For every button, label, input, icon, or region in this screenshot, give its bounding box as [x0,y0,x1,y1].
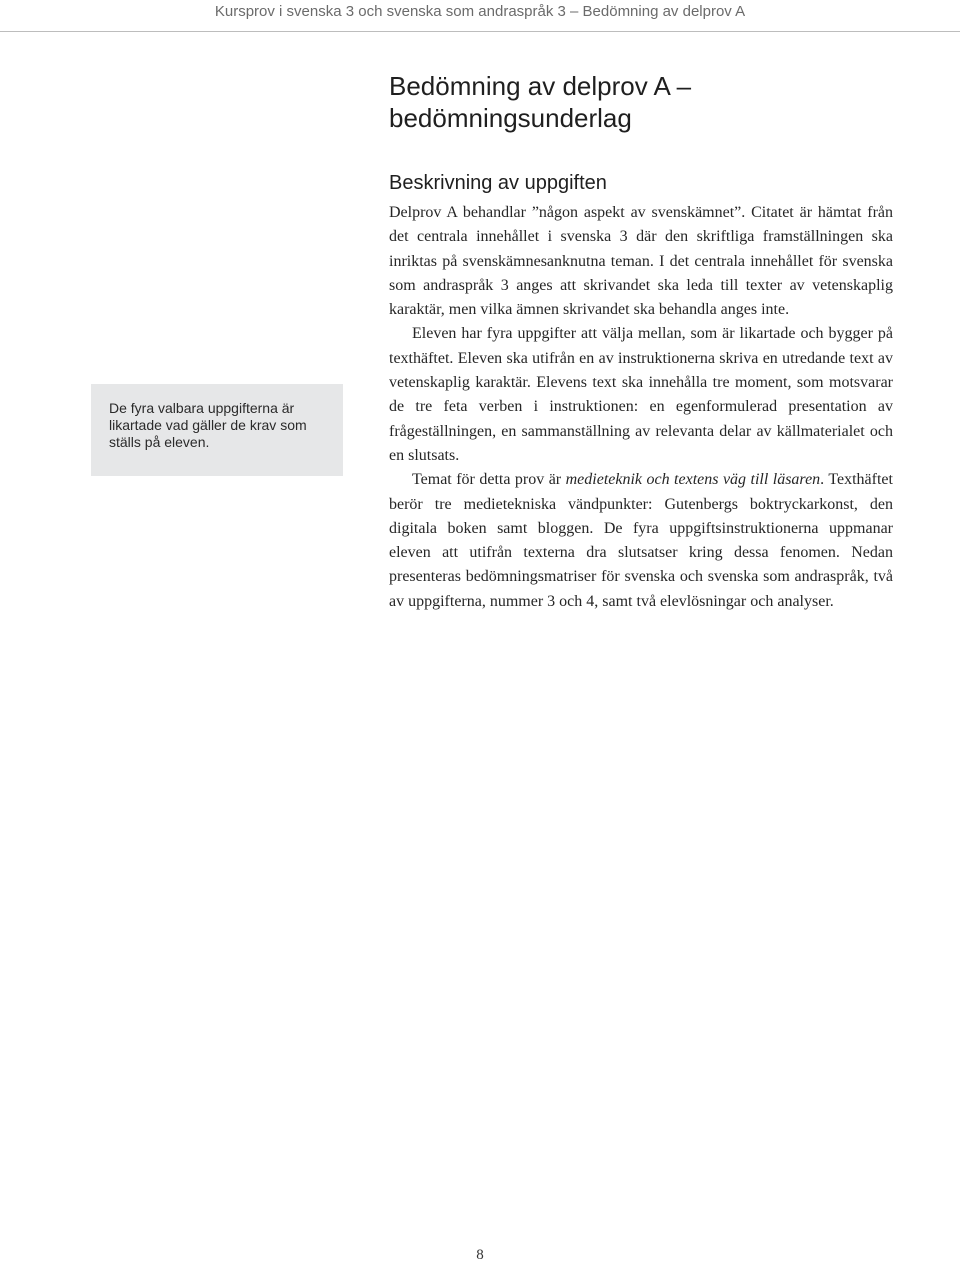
running-header-title: Kursprov i svenska 3 och svenska som andraspråk 3 – Bedömning av delprov A [214,3,746,20]
sidebar-note-box [91,384,343,476]
page-title-line-1: Bedömning av delprov A – [389,71,692,101]
page-title-line-2: bedömningsunderlag [389,103,632,133]
paragraph-3-rest: . Texthäftet berör tre medietekniska vändpunkter: Gutenbergs boktryckarkonst, den digitala boken samt bloggen. De fyra uppgiftsinstruktionerna uppmanar eleven att utifrån texterna dra slutsatser kring dessa fenomen. Nedan presenteras bedömningsmatriser för svenska och svenska som andraspråk, två av uppgifterna, nummer 3 och 4, samt två elevlösningar och analyser. [389,471,893,610]
paragraph-3-intro: Temat för detta prov är [412,471,566,489]
paragraph-3-theme: medieteknik och textens väg till läsaren [565,471,821,489]
paragraph-2: Eleven har fyra uppgifter att välja mellan, som är likartade och bygger på texthäftet. Eleven ska utifrån en av instruktionerna skriva en utredande text av vetenskaplig karaktär. Elevens text ska innehålla tre moment, som motsvarar de tre feta verben i instruktionen: en egenformulerad presentation av frågeställningen, en sammanställning av relevanta delar av källmaterialet och en slutsats. [389,325,893,464]
body-text [389,201,893,614]
page-number: 8 [476,1247,484,1263]
page-title [389,70,929,134]
section-heading: Beskrivning av uppgiften [389,172,607,194]
running-header [0,0,960,32]
paragraph-3 [389,468,893,614]
paragraph-1: Delprov A behandlar ”någon aspekt av svenskämnet”. Citatet är hämtat från det centrala innehållet i svenska 3 där den skriftliga framställningen ska inriktas på svenskämnesanknutna teman. I det centrala innehållet för svenska som andraspråk 3 anges att skrivandet ska leda till texter av vetenskaplig karaktär, men vilka ämnen skrivandet ska behandla anges inte. [389,204,893,319]
sidebar-note-text: De fyra valbara uppgifterna är likartade vad gäller de krav som ställs på eleven. [109,400,307,450]
